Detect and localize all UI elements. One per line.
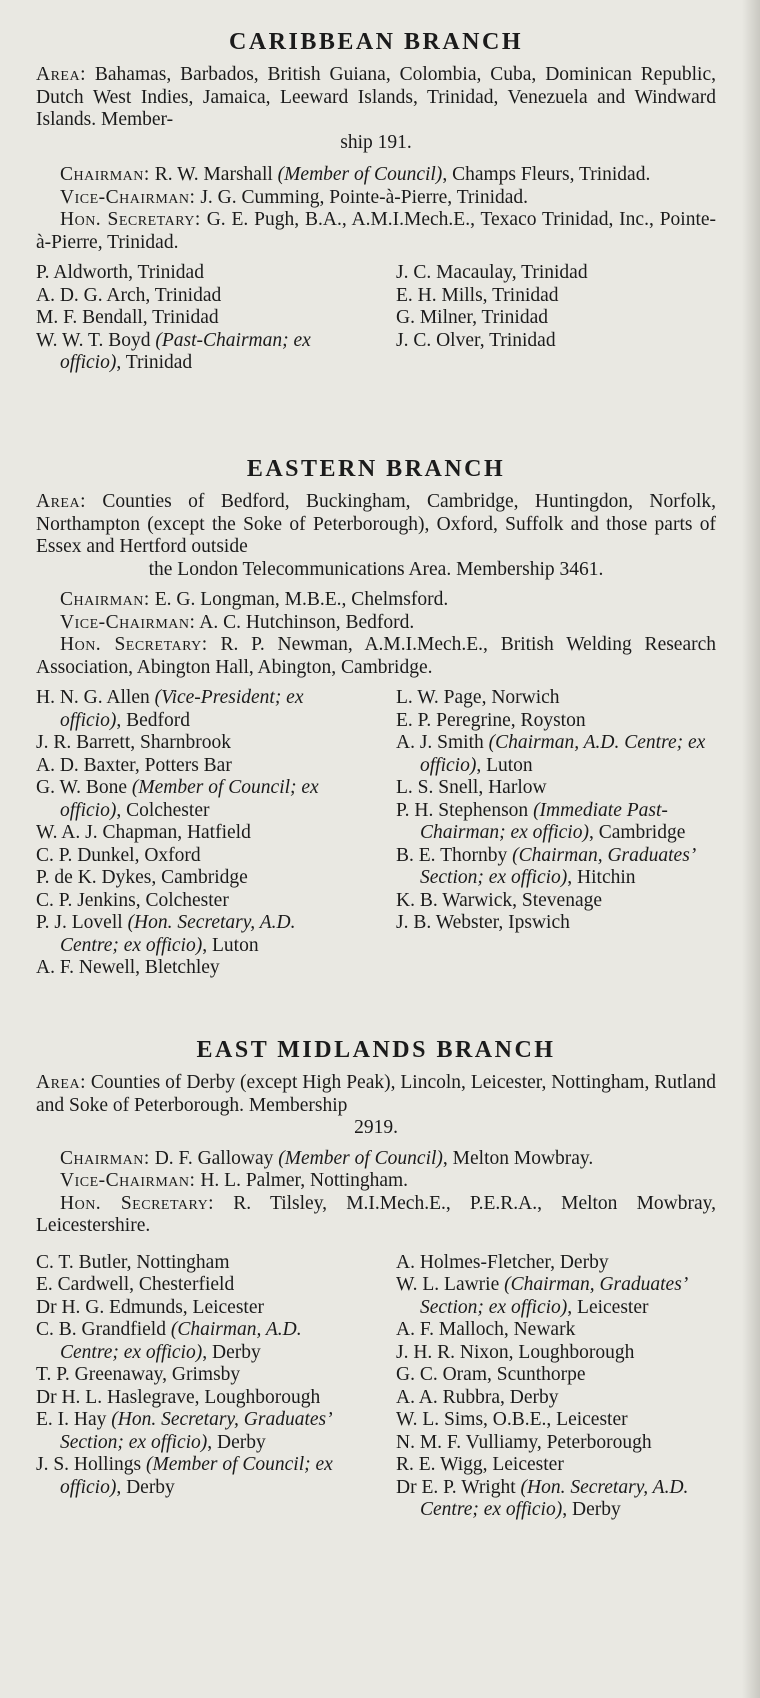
member-entry: A. F. Malloch, Newark — [396, 1319, 576, 1340]
member-entry: J. H. R. Nixon, Loughborough — [396, 1341, 635, 1363]
member-entry: J. C. Olver, Trinidad — [396, 329, 556, 351]
member-entry: E. I. Hay (Hon. Secretary, Graduates’ Section; ex officio), Derby — [36, 1409, 331, 1453]
member-entry: N. M. F. Vulliamy, Peterborough — [396, 1431, 652, 1453]
member-entry: G. W. Bone (Member of Council; ex officio), Colchester — [36, 777, 319, 821]
member-entry: B. E. Thornby (Chairman, Graduates’ Section; ex officio), Hitchin — [396, 844, 695, 888]
eastern-members — [36, 687, 716, 980]
member-entry: K. B. Warwick, Stevenage — [396, 889, 603, 911]
member-entry: A. D. Baxter, Potters Bar — [36, 754, 232, 776]
member-entry: J. R. Barrett, Sharnbrook — [36, 732, 231, 753]
east-midlands-branch-heading: EAST MIDLANDS BRANCH — [196, 1037, 556, 1063]
east-midlands-area: Area: Counties of Derby (except High Peak), Lincoln, Leicester, Nottingham, Rutland and Soke of Peterborough. Membership 2919. — [36, 1072, 717, 1138]
member-entry: Dr E. P. Wright (Hon. Secretary, A.D. Centre; ex officio), Derby — [396, 1476, 689, 1520]
eastern-members-right — [396, 687, 716, 980]
east-midlands-chairman: Chairman: D. F. Galloway (Member of Council), Melton Mowbray. — [60, 1147, 594, 1169]
eastern-area: Area: Counties of Bedford, Buckingham, Cambridge, Huntingdon, Norfolk, Northampton (except the Soke of Peterborough), Oxford, Suffolk and those parts of Essex and Hertford outside the London Telecommunications Area. Membership 3461. — [36, 491, 716, 580]
eastern-vice-chairman: Vice-Chairman: A. C. Hutchinson, Bedford. — [60, 611, 415, 633]
member-entry: E. P. Peregrine, Royston — [396, 709, 586, 731]
page-edge-shadow — [742, 0, 760, 1698]
caribbean-hon-secretary: Hon. Secretary: G. E. Pugh, B.A., A.M.I.Mech.E., Texaco Trinidad, Inc., Pointe-à-Pierre, Trinidad. — [36, 209, 717, 253]
member-entry: C. T. Butler, Nottingham — [36, 1251, 230, 1273]
member-entry: T. P. Greenaway, Grimsby — [36, 1364, 241, 1385]
member-entry: P. Aldworth, Trinidad — [36, 262, 204, 283]
member-entry: A. J. Smith (Chairman, A.D. Centre; ex officio), Luton — [396, 732, 706, 776]
eastern-branch-heading: EASTERN BRANCH — [246, 456, 506, 482]
member-entry: J. C. Macaulay, Trinidad — [396, 262, 588, 283]
caribbean-members — [36, 262, 716, 375]
member-entry: R. E. Wigg, Leicester — [396, 1454, 564, 1475]
caribbean-branch-section — [36, 28, 716, 375]
member-entry: L. S. Snell, Harlow — [396, 777, 547, 798]
member-entry: P. H. Stephenson (Immediate Past-Chairman; ex officio), Cambridge — [396, 799, 686, 843]
member-entry: J. S. Hollings (Member of Council; ex officio), Derby — [36, 1454, 333, 1498]
eastern-branch-section — [36, 455, 716, 980]
east-midlands-members — [36, 1252, 716, 1522]
east-midlands-branch-section — [36, 1036, 716, 1522]
eastern-members-left — [36, 687, 356, 980]
east-midlands-vice-chairman: Vice-Chairman: H. L. Palmer, Nottingham. — [60, 1170, 409, 1191]
caribbean-vice-chairman: Vice-Chairman: J. G. Cumming, Pointe-à-Pierre, Trinidad. — [60, 186, 529, 208]
member-entry: C. P. Jenkins, Colchester — [36, 889, 229, 911]
member-entry: A. Holmes-Fletcher, Derby — [396, 1251, 609, 1273]
member-entry: C. B. Grandfield (Chairman, A.D. Centre; ex officio), Derby — [36, 1319, 302, 1363]
caribbean-chairman: Chairman: R. W. Marshall (Member of Council), Champs Fleurs, Trinidad. — [60, 164, 651, 185]
caribbean-members-right — [396, 262, 716, 375]
member-entry: W. L. Sims, O.B.E., Leicester — [396, 1409, 628, 1430]
eastern-chairman: Chairman: E. G. Longman, M.B.E., Chelmsford. — [60, 589, 449, 610]
member-entry: E. Cardwell, Chesterfield — [36, 1274, 235, 1295]
member-entry: W. W. T. Boyd (Past-Chairman; ex officio), Trinidad — [36, 329, 311, 373]
member-entry: A. F. Newell, Bletchley — [36, 957, 220, 978]
east-midlands-hon-secretary: Hon. Secretary: R. Tilsley, M.I.Mech.E., P.E.R.A., Melton Mowbray, Leicestershire. — [36, 1192, 717, 1236]
caribbean-area: Area: Bahamas, Barbados, British Guiana, Colombia, Cuba, Dominican Republic, Dutch West Indies, Jamaica, Leeward Islands, Trinidad, Venezuela and Windward Islands. Member- ship 191. — [36, 64, 716, 153]
member-entry: G. Milner, Trinidad — [396, 307, 548, 328]
member-entry: W. A. J. Chapman, Hatfield — [36, 822, 251, 843]
member-entry: P. J. Lovell (Hon. Secretary, A.D. Centre; ex officio), Luton — [36, 912, 296, 956]
caribbean-branch-heading: CARIBBEAN BRANCH — [228, 29, 524, 55]
caribbean-members-left — [36, 262, 356, 375]
member-entry: Dr H. G. Edmunds, Leicester — [36, 1296, 264, 1318]
east-midlands-members-left — [36, 1252, 356, 1522]
member-entry: L. W. Page, Norwich — [396, 687, 560, 708]
member-entry: J. B. Webster, Ipswich — [396, 912, 570, 933]
member-entry: E. H. Mills, Trinidad — [396, 284, 559, 306]
member-entry: H. N. G. Allen (Vice-President; ex officio), Bedford — [36, 687, 304, 731]
member-entry: A. D. G. Arch, Trinidad — [36, 284, 222, 306]
member-entry: G. C. Oram, Scunthorpe — [396, 1364, 586, 1385]
east-midlands-members-right — [396, 1252, 716, 1522]
member-entry: Dr H. L. Haslegrave, Loughborough — [36, 1386, 321, 1408]
eastern-hon-secretary: Hon. Secretary: R. P. Newman, A.M.I.Mech.E., British Welding Research Association, Abington Hall, Abington, Cambridge. — [36, 634, 717, 678]
member-entry: C. P. Dunkel, Oxford — [36, 844, 201, 866]
member-entry: M. F. Bendall, Trinidad — [36, 307, 219, 328]
member-entry: W. L. Lawrie (Chairman, Graduates’ Section; ex officio), Leicester — [396, 1274, 687, 1318]
member-entry: P. de K. Dykes, Cambridge — [36, 867, 248, 888]
member-entry: A. A. Rubbra, Derby — [396, 1386, 559, 1408]
